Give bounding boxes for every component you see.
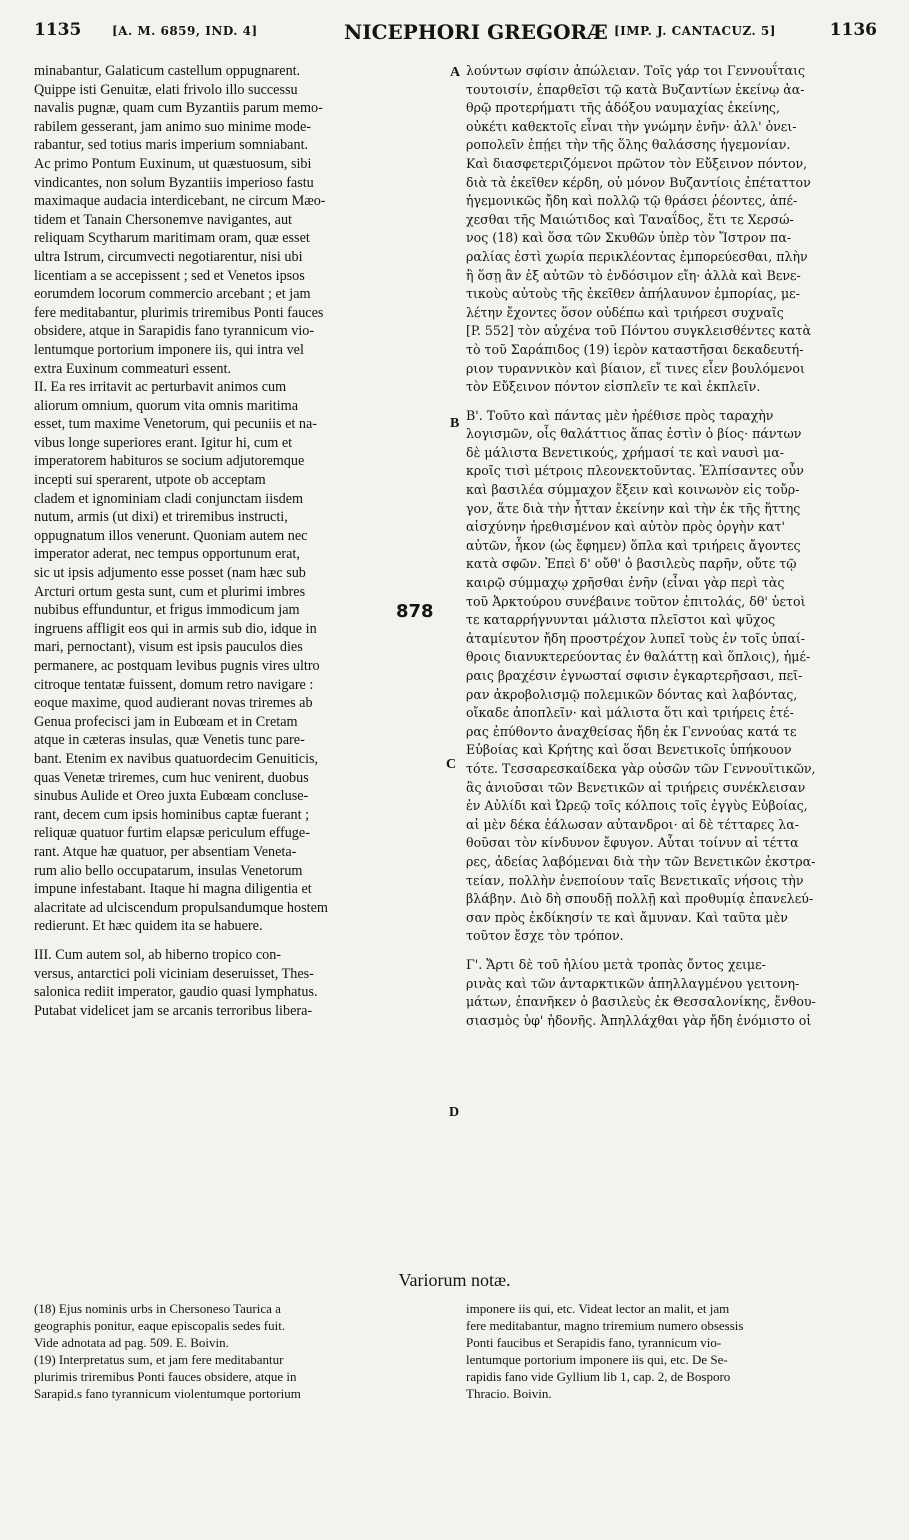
note-line: rapidis fano vide Gyllium lib 1, cap. 2, de Bosporo [466,1369,731,1384]
reign-reference: [IMP. J. CANTACUZ. 5] [614,24,776,38]
latin-text-line: ultra Istrum, circumvecti negotiarentur, nisi ubi [34,248,303,265]
latin-text-line: reliquæ quatuor furtim elapsæ periculum effuge- [34,825,310,842]
greek-text-line: σιασμὸς ὑφ' ἡδονῆς. Ἀπηλλάχθαι γὰρ ἤδη ἐνόμιστο οἱ [466,1012,812,1028]
greek-text-line: μάτων, ἐπανῆκεν ὁ βασιλεὺς ἐκ Θεσσαλονίκης, ἔνθου- [466,994,816,1010]
latin-text-line: cladem et ignominiam cladi conjunctam iisdem [34,490,304,507]
greek-text-line: λογισμῶν, οἷς θαλάττιος ἅπας ἐστὶν ὁ βίος· πάντων [466,426,802,442]
greek-text-line: ραλίας ἐστὶ χωρία περικλέοντας ἐμπορεύεσθαι, πλὴν [466,248,808,264]
page-number-right: 1136 [829,20,877,40]
greek-text-line: βλάβην. Διὸ δὴ σπουδῇ πολλῇ καὶ προθυμίᾳ ἐπανελεύ- [466,891,814,907]
note-line: fere meditabantur, magno triremium numero obsessis [466,1318,744,1333]
notes-left-column [34,1300,444,1402]
greek-text-line: σαν πρὸς ἐκδίκησίν τε καὶ ἄμυναν. Καὶ ταῦτα μὲν [466,909,788,925]
latin-text-line: rant, decem cum ipsis hominibus captæ fuerant ; [34,806,310,823]
greek-text-line: ρας ἐπύθοντο ἀναχθείσας ἤδη ἐκ Γεννούας κατά τε [466,723,797,739]
latin-text-line: incepti sui sperarent, utpote ob acceptam [34,472,266,489]
greek-text-line: νος (18) καὶ ὅσα τῶν Σκυθῶν ὑπὲρ τὸν Ἴστρον πα- [466,230,792,246]
margin-letter-a: A [450,65,461,80]
latin-text-line: reliquam Scytharum maritimam oram, quæ esset [34,230,310,247]
latin-text-line: impune infestabant. Itaque hi magna diligentia et [34,881,312,898]
running-head [34,20,877,56]
paragraph-gap [466,397,876,407]
greek-text-line: ρες, ἀδείας λαβόμεναι διὰ τὴν τῶν Βενετικῶν ἐκστρα- [466,853,816,869]
latin-text-line: mari, pernoctant), visum est ipsis pauculos dies [34,639,303,656]
greek-text-line: οἴκαδε ἀποπλεῖν· καὶ μάλιστα ὅτι καὶ τριήρεις ἑτέ- [466,705,794,721]
note-line: Sarapid.s fano tyrannicum violentumque portorium [34,1386,301,1401]
page-number-left: 1135 [34,20,82,40]
latin-text-line: Genua profecisci jam in Eubœam et in Cretam [34,713,298,730]
greek-column [466,62,876,1030]
note-line: (19) Interpretatus sum, et jam fere meditabantur [34,1352,284,1367]
greek-text-line: τοῦ Ἀρκτούρου συνέβαινε τοῦτον ἐπιτολάς, δθ' ὑετοὶ [466,593,806,609]
latin-text-line: sic ut ipsis adjumento esse posset (nam hæc sub [34,565,306,582]
greek-text-line: διὰ τὰ ἐκεῖθεν κέρδη, οὐ μόνον Βυζαντίοις ἐπέταττον [466,174,811,190]
latin-text-line: vibus longe superiores erant. Igitur hi, cum et [34,434,293,451]
greek-text-line: Καὶ διασφετεριζόμενοι πρῶτον τὸν Εὔξεινον πόντον, [466,155,808,171]
greek-text-line: αὐτῶν, ἧκον (ὡς ἔφημεν) ὅπλα καὶ τριήρεις ἄγοντες [466,537,801,553]
greek-text-line: τουτοισίν, ἐπαρθεῖσι τῷ κατὰ Βυζαντίων ἐκείνῳ ἀα- [466,81,805,97]
latin-text-line: vindicantes, non solum Byzantiis imperioso fastu [34,174,314,191]
latin-text-line: eorumdem locorum commercio arcebant ; et jam [34,286,311,303]
greek-text-line: Β'. Τοῦτο καὶ πάντας μὲν ἠρέθισε πρὸς ταραχὴν [466,407,774,423]
latin-text-line: alacritate ad ulciscendum propulsandumque hostem [34,899,328,916]
greek-text-line: Γ'. Ἄρτι δὲ τοῦ ἡλίου μετὰ τροπὰς ὄντος χειμε- [466,956,766,972]
note-line: Thracio. Boivin. [466,1386,552,1401]
latin-text-line: ingruens affligit eos qui in armis sub dio, idque in [34,620,317,637]
greek-text-line: ροπολεῖν ἐπῄει τὴν τῆς ὅλης θαλάσσης ἡγεμονίαν. [466,137,791,153]
latin-text-line: Ac primo Pontum Euxinum, ut quæstuosum, sibi [34,155,312,172]
latin-text-line: aliorum omnium, quorum vita omnis maritima [34,397,299,414]
margin-letter-c: C [446,757,457,772]
latin-text-line: lentumque portorium imponere iis, qui intra vel [34,341,304,358]
greek-text-line: τοῦτον ἔσχε τὸν τρόπον. [466,928,624,944]
latin-text-line: salonica rediit imperator, gaudio quasi lymphatus. [34,984,318,1001]
greek-text-line: λούντων σφίσιν ἀπώλειαν. Τοῖς γάρ τοι Γεννουΐταις [466,63,806,78]
latin-text-line: sinubus Aulide et Oreo juxta Eubœam concluse- [34,788,309,805]
latin-text-line: eoque maxime, quod audierant novas triremes ab [34,695,313,712]
latin-text-line: versus, antarctici poli viciniam deseruisset, Thes- [34,965,314,982]
notes-right-column [466,1300,876,1402]
paragraph-gap [34,936,444,946]
latin-text-line: quas Venetæ triremes, cum huc venirent, duobus [34,769,309,786]
greek-text-line: γον, ἅτε διὰ τὴν ἧτταν ἐκείνην καὶ τὴν ἐκ τῆς ἥττης [466,500,801,516]
greek-text-line: ἡγεμονικῶς ἤδη καὶ πολλῷ τῷ θράσει ῥέοντες, ἀπέ- [466,193,798,209]
note-line: imponere iis qui, etc. Videat lector an malit, et jam [466,1301,730,1316]
greek-text-line: καὶ βασιλέα σύμμαχον ἕξειν καὶ κοινωνὸν εἰς τοὔρ- [466,482,800,498]
latin-text-line: imperatorem habituros se socium adjutoremque [34,453,305,470]
greek-text-line: οὐκέτι καθεκτοῖς εἶναι τὴν γνώμην ἐνῆν· ἀλλ' ὀνει- [466,118,797,134]
latin-text-line: II. Ea res irritavit ac perturbavit animos cum [34,379,287,396]
latin-text-line: rabilem gesserant, jam animo suo minime mode- [34,118,311,135]
greek-text-line: δὲ μάλιστα Βενετικούς, χρήμασί τε καὶ ναυσὶ μα- [466,444,784,460]
latin-text-line: citroque tentatæ fuissent, domum retro navigare : [34,676,314,693]
greek-text-line: ριον τυραννικὸν καὶ βίαιον, εἴ τινες εἶεν βουλόμενοι [466,360,805,376]
greek-text-line: αἱ μὲν δέκα ἑάλωσαν αὐτανδροι· αἱ δὲ τέτταρες λα- [466,816,800,832]
inline-page-marker: 878 [396,601,434,622]
greek-text-line: αἰσχύνην ἠρεθισμένον καὶ αὐτὸν πρὸς ὀργὴν κατ' [466,519,785,535]
greek-text-line: θρῷ προτερήματι τῆς ἀδόξου ναυμαχίας ἐκείνης, [466,100,780,116]
greek-text-line: τὸν Εὔξεινον πόντον εἰσπλεῖν τε καὶ ἐκπλεῖν. [466,379,761,395]
greek-text-line: ρινὰς καὶ τῶν ἀνταρκτικῶν ἀπηλλαγμένου γειτονη- [466,975,800,991]
greek-text-line: ραν ἀκροβολισμῷ πολεμικῶν δόντας καὶ λαβόντας, [466,686,798,702]
latin-text-line: imperator aderat, nec tempus opportunum erat, [34,546,300,563]
note-line: geographis ponitur, eaque episcopalis sedes fuit. [34,1318,286,1333]
greek-text-line: ἃς ἀνιοῦσαι τῶν Βενετικῶν αἱ τριήρεις συνέκλεισαν [466,779,806,795]
greek-text-line: Εὐβοίας καὶ Κρήτης καὶ ὅσαι Βενετικοῖς ὑπήκουον [466,742,792,758]
greek-text-line: θοῦσαι τὸν κίνδυνον ἔφυγον. Αὗται τοίνυν αἱ τέττα [466,835,799,851]
greek-text-line: κατὰ σφῶν. Ἐπεὶ δ' οὔθ' ὁ βασιλεὺς παρῆν, οὔτε τῷ [466,556,797,572]
latin-text-line: bant. Etenim ex navibus quatuordecim Genuiticis, [34,750,319,767]
latin-text-line: nutum, armis (ut dixi) et triremibus instructi, [34,509,288,526]
latin-text-line: licentiam a se accepissent ; sed et Venetos ipsos [34,267,305,284]
greek-text-line: καιρῷ σύμμαχῳ χρῆσθαι ἐνῆν (εἶναι γὰρ περὶ τὰς [466,575,785,591]
greek-text-line: τότε. Τεσσαρεσκαίδεκα γὰρ οὐσῶν τῶν Γεννουϊτικῶν, [466,760,816,776]
latin-text-line: navalis pugnæ, quam cum Byzantiis parum memo- [34,100,323,117]
note-line: plurimis triremibus Ponti fauces obsidere, atque in [34,1369,297,1384]
greek-text-line: τε καταρρήγνυνται μάλιστα πλεῖστοι καὶ ψῦχος [466,612,776,628]
latin-text-line: esset, tum maxime Venetorum, qui pecuniis et na- [34,416,318,433]
latin-text-line: rant. Atque hæ quatuor, per absentiam Veneta- [34,843,297,860]
latin-text-line: Putabat videlicet jam se arcanis terroribus libera- [34,1002,313,1019]
latin-text-line: obsidere, atque in Sarapidis fano tyrannicum vio- [34,323,315,340]
latin-text-line: atque in cæteras insulas, quæ Venetis tunc pare- [34,732,305,749]
margin-letter-d: D [449,1105,460,1120]
note-line: Vide adnotata ad pag. 509. E. Boivin. [34,1335,229,1350]
latin-text-line: nubibus effunduntur, et frigus immodicum jam [34,602,300,619]
paragraph-gap [466,946,876,956]
latin-text-line: fere meditabantur, plurimis triremibus Ponti fauces [34,304,324,321]
notes-heading: Variorum notæ. [398,1270,511,1290]
latin-text-line: redierunt. Et hæc quidem ita se habuere. [34,918,263,935]
note-line: lentumque portorium imponere iis qui, etc. De Se- [466,1352,728,1367]
greek-text-line: χεσθαι τῆς Μαιώτιδος καὶ Ταναΐδος, ἔτι τε Χερσώ- [466,211,794,227]
greek-text-line: τείαν, πολλὴν ἐνεποίουν ταῖς Βενετικαῖς νήσοις τὴν [466,872,804,888]
latin-text-line: Arcturi ortum gesta sunt, cum et plurimi imbres [34,583,306,600]
latin-column [34,62,444,1020]
latin-text-line: rabantur, sed totius maris imperium somniabant. [34,137,309,154]
latin-text-line: III. Cum autem sol, ab hiberno tropico con- [34,946,282,963]
greek-text-line: ἀταμίευτον ἤδη προστρέχον λυπεῖ τοὺς ἐν τοῖς ὑπαί- [466,630,806,646]
greek-text-line: τικοὺς αὐτοὺς τῆς ἐκεῖθεν ἀπήλαυνον ἐμπορίας, με- [466,286,800,302]
greek-text-line: ραις βραχέσιν ἐγνωσταί σφισιν ἐγκαρτερῆσασι, πεῖ- [466,668,803,683]
greek-text-line: τὸ τοῦ Σαράπιδος (19) ἱερὸν καταστῆσαι δεκαδευτή- [466,341,804,357]
latin-text-line: Quippe isti Genuitæ, elati frivolo illo successu [34,81,298,98]
greek-text-line: ἢ ὅσῃ ἂν ἐξ αὐτῶν τὸ ἐνδόσιμον εἴη· ἀλλὰ καὶ Βενε- [466,267,801,283]
latin-text-line: minabantur, Galaticum castellum oppugnarent. [34,63,301,79]
latin-text-line: extra Euxinum commeaturi essent. [34,360,231,377]
running-title: NICEPHORI GREGORÆ [344,20,608,44]
greek-text-line: κροῖς τισὶ μέτροις πλεονεκτοῦντας. Ἐλπίσαντες οὖν [466,463,804,479]
latin-text-line: rum alio bello occupatarum, insulas Venetorum [34,862,303,879]
greek-text-line: ἐν Αὐλίδι καὶ Ὠρεῷ τοῖς κόλποις τοῖς ἐγγὺς Εὐβοίας, [466,798,808,814]
greek-text-line: θροις διανυκτερεύοντας ἐν θαλάττῃ καὶ ὅπλοις), ἡμέ- [466,649,811,665]
year-indiction: [A. M. 6859, IND. 4] [112,24,258,38]
latin-text-line: oppugnatum illos venerunt. Quoniam autem nec [34,527,308,544]
margin-letter-b: B [450,416,460,431]
latin-text-line: tidem et Tanain Chersonemve navigantes, aut [34,211,292,228]
greek-text-line: λέτην ἔχοντες ὅσον οὐδέπω καὶ τριήρεσι συχναῖς [466,304,784,320]
greek-text-line: [P. 552] τὸν αὐχένα τοῦ Πόντου συγκλεισθέντες κατὰ [466,323,811,339]
latin-text-line: permanere, ac postquam levibus pugnis vires ultro [34,658,320,674]
note-line: Ponti faucibus et Serapidis fano, tyrannicum vio- [466,1335,722,1350]
note-line: (18) Ejus nominis urbs in Chersoneso Taurica a [34,1301,281,1316]
latin-text-line: maximaque audacia interdicebant, ne circum Mæo- [34,193,326,210]
